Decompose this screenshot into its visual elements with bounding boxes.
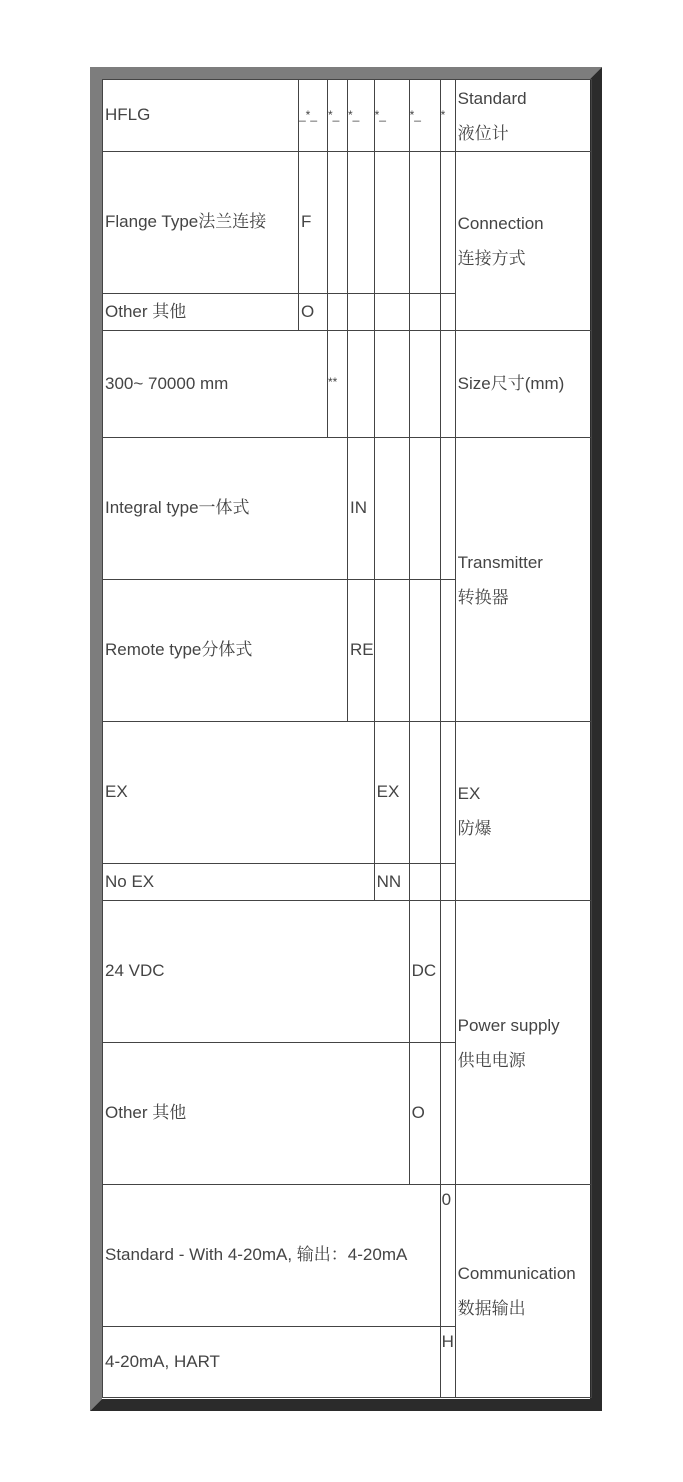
placeholder-5: *_ <box>409 80 440 152</box>
placeholder-6: * <box>440 80 455 152</box>
desc-cn: 连接方式 <box>457 249 526 268</box>
table-row <box>103 152 592 294</box>
table-row <box>103 722 592 864</box>
option-code: DC <box>409 901 440 1043</box>
option-label: Integral type一体式 <box>103 438 348 580</box>
option-code: O <box>299 294 328 331</box>
desc-en: Transmitter <box>457 552 543 572</box>
option-label: Remote type分体式 <box>103 580 348 722</box>
table-frame <box>90 67 602 1411</box>
option-code: O <box>409 1043 440 1185</box>
option-label: No EX <box>103 864 375 901</box>
ex-description <box>455 722 591 901</box>
placeholder-1: _*_ <box>299 80 328 152</box>
model-name: HFLG <box>103 80 299 152</box>
option-label: Standard - With 4-20mA, 输出：4-20mA <box>103 1185 441 1327</box>
option-label: 300~ 70000 mm <box>103 331 328 438</box>
option-code: RE <box>348 580 375 722</box>
placeholder-3: *_ <box>348 80 375 152</box>
desc-cn: 液位计 <box>457 123 509 143</box>
placeholder-4: *_ <box>374 80 409 152</box>
option-code: H <box>440 1327 455 1398</box>
option-label: 24 VDC <box>103 901 410 1043</box>
option-code: ** <box>328 331 348 438</box>
power-description <box>455 901 591 1185</box>
option-code: F <box>299 152 328 294</box>
table-row <box>103 438 592 580</box>
transmitter-description <box>455 438 591 722</box>
desc-en: EX <box>457 784 481 803</box>
size-description: Size尺寸(mm) <box>455 331 591 438</box>
header-row <box>103 80 592 152</box>
desc-cn: 转换器 <box>457 587 509 607</box>
connection-description <box>455 152 591 331</box>
option-label: 4-20mA, HART <box>103 1327 441 1398</box>
desc-en: Power supply <box>457 1015 560 1035</box>
option-label: EX <box>103 722 375 864</box>
option-code: IN <box>348 438 375 580</box>
option-label: Other 其他 <box>103 1043 410 1185</box>
placeholder-2: *_ <box>328 80 348 152</box>
option-code: EX <box>374 722 409 864</box>
desc-cn: 防爆 <box>457 819 492 838</box>
option-code: NN <box>374 864 409 901</box>
model-selection-table <box>102 79 592 1398</box>
desc-cn: 数据输出 <box>457 1299 526 1318</box>
table-row <box>103 331 592 438</box>
communication-description <box>455 1185 591 1398</box>
desc-en: Communication <box>457 1264 576 1283</box>
table-row <box>103 1185 592 1327</box>
option-code: 0 <box>440 1185 455 1327</box>
option-label: Flange Type法兰连接 <box>103 152 299 294</box>
option-label: Other 其他 <box>103 294 299 331</box>
desc-en: Standard <box>457 88 527 108</box>
desc-cn: 供电电源 <box>457 1050 526 1070</box>
desc-en: Connection <box>457 214 544 233</box>
table-row <box>103 901 592 1043</box>
header-description <box>455 80 591 152</box>
